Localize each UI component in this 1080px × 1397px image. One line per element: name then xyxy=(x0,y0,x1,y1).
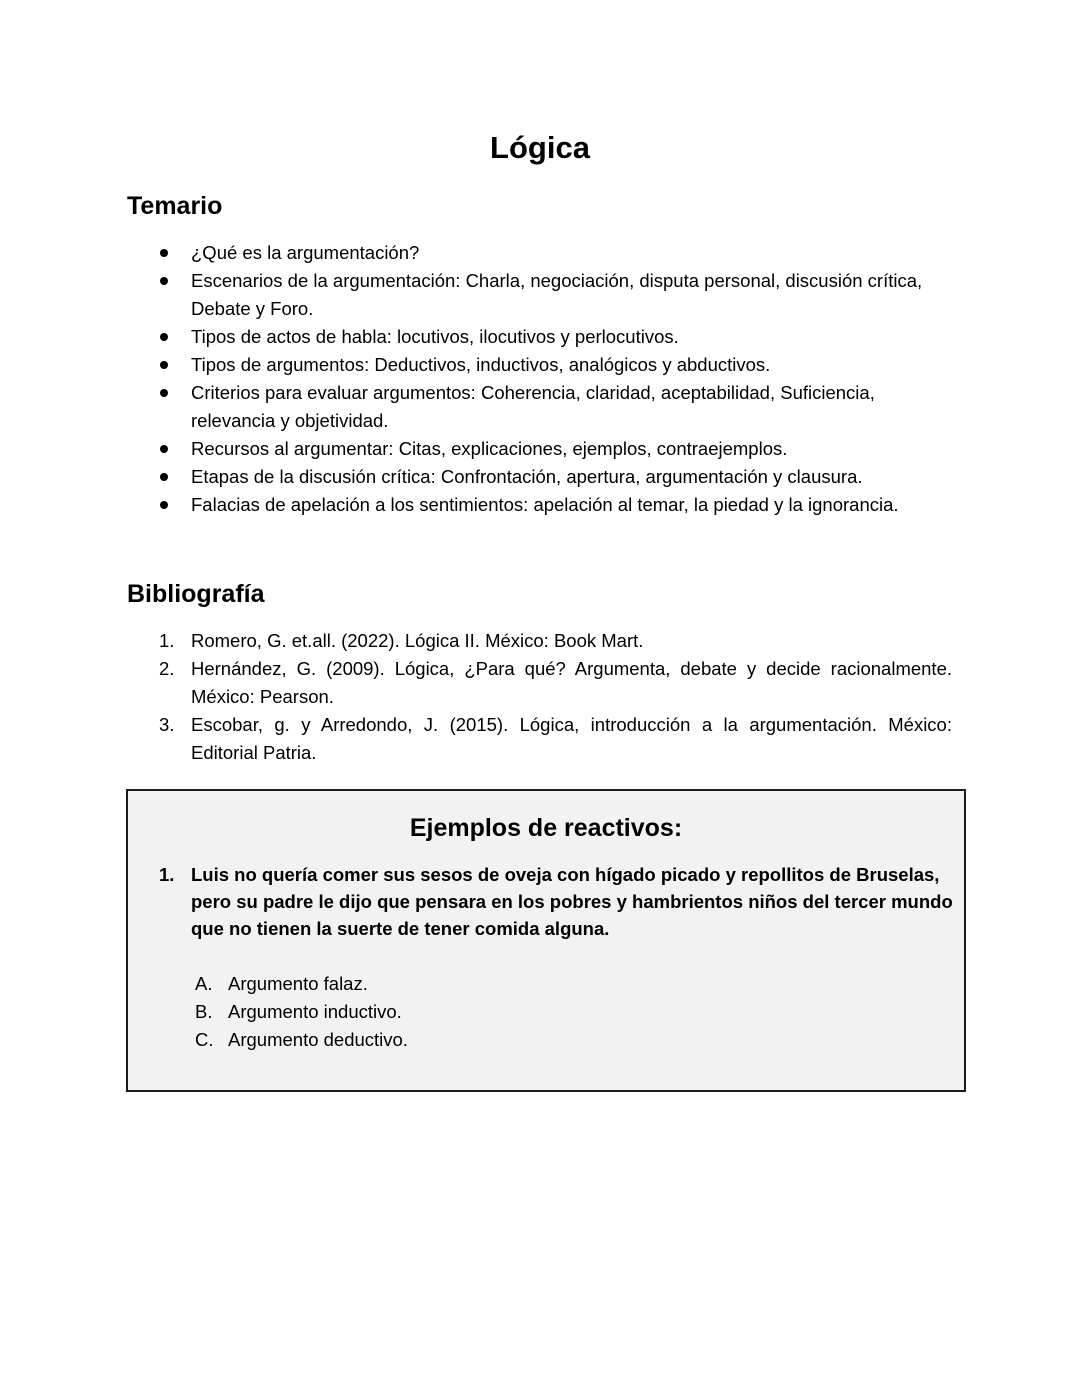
list-item-text: Recursos al argumentar: Citas, explicaciones, ejemplos, contraejemplos. xyxy=(191,438,788,459)
list-item xyxy=(127,379,957,435)
option-text: Argumento inductivo. xyxy=(228,1001,402,1022)
option-letter: A. xyxy=(195,973,213,994)
bullet-icon xyxy=(160,445,168,453)
list-item-text: Criterios para evaluar argumentos: Coherencia, claridad, aceptabilidad, Suficiencia, relevancia y objetividad. xyxy=(191,382,875,431)
bullet-icon xyxy=(160,389,168,397)
reference-number: 1. xyxy=(159,630,175,651)
document-title: Lógica xyxy=(490,130,590,165)
list-item-text: ¿Qué es la argumentación? xyxy=(191,242,420,263)
list-item xyxy=(127,267,957,323)
bibliografia-heading: Bibliografía xyxy=(127,580,265,608)
answer-options xyxy=(195,970,408,1054)
reference-item xyxy=(127,711,952,767)
question-number: 1. xyxy=(159,864,175,885)
bullet-icon xyxy=(160,277,168,285)
bibliografia-list xyxy=(127,627,952,767)
question-item xyxy=(159,861,959,942)
answer-option xyxy=(195,998,408,1026)
temario-heading: Temario xyxy=(127,192,223,220)
reference-item xyxy=(127,627,952,655)
reference-number: 2. xyxy=(159,658,175,679)
ejemplos-box xyxy=(126,789,966,1092)
bullet-icon xyxy=(160,361,168,369)
ejemplos-heading: Ejemplos de reactivos: xyxy=(409,814,683,842)
list-item xyxy=(127,435,957,463)
list-item-text: Tipos de actos de habla: locutivos, ilocutivos y perlocutivos. xyxy=(191,326,679,347)
option-text: Argumento deductivo. xyxy=(228,1029,408,1050)
bullet-icon xyxy=(160,249,168,257)
list-item-text: Falacias de apelación a los sentimientos: apelación al temar, la piedad y la ignorancia. xyxy=(191,494,899,515)
bullet-icon xyxy=(160,473,168,481)
reference-text: Hernández, G. (2009). Lógica, ¿Para qué? Argumenta, debate y decide racionalmente. México: Pearson. xyxy=(191,658,952,707)
list-item-text: Tipos de argumentos: Deductivos, inductivos, analógicos y abductivos. xyxy=(191,354,771,375)
reference-text: Romero, G. et.all. (2022). Lógica II. México: Book Mart. xyxy=(191,630,644,651)
question-text: Luis no quería comer sus sesos de oveja con hígado picado y repollitos de Bruselas, pero su padre le dijo que pensara en los pobres y hambrientos niños del tercer mundo que no tienen la suerte de tener comida alguna. xyxy=(191,864,953,939)
bullet-icon xyxy=(160,501,168,509)
reference-item xyxy=(127,655,952,711)
list-item xyxy=(127,239,957,267)
temario-list xyxy=(127,239,957,519)
option-letter: C. xyxy=(195,1029,214,1050)
option-letter: B. xyxy=(195,1001,213,1022)
bullet-icon xyxy=(160,333,168,341)
list-item xyxy=(127,491,957,519)
list-item xyxy=(127,351,957,379)
list-item-text: Etapas de la discusión crítica: Confrontación, apertura, argumentación y clausura. xyxy=(191,466,863,487)
answer-option xyxy=(195,1026,408,1054)
answer-option xyxy=(195,970,408,998)
reference-number: 3. xyxy=(159,714,175,735)
list-item xyxy=(127,463,957,491)
list-item-text: Escenarios de la argumentación: Charla, negociación, disputa personal, discusión crítica, Debate y Foro. xyxy=(191,270,923,319)
list-item xyxy=(127,323,957,351)
reference-text: Escobar, g. y Arredondo, J. (2015). Lógica, introducción a la argumentación. México: Editorial Patria. xyxy=(191,714,952,763)
option-text: Argumento falaz. xyxy=(228,973,368,994)
